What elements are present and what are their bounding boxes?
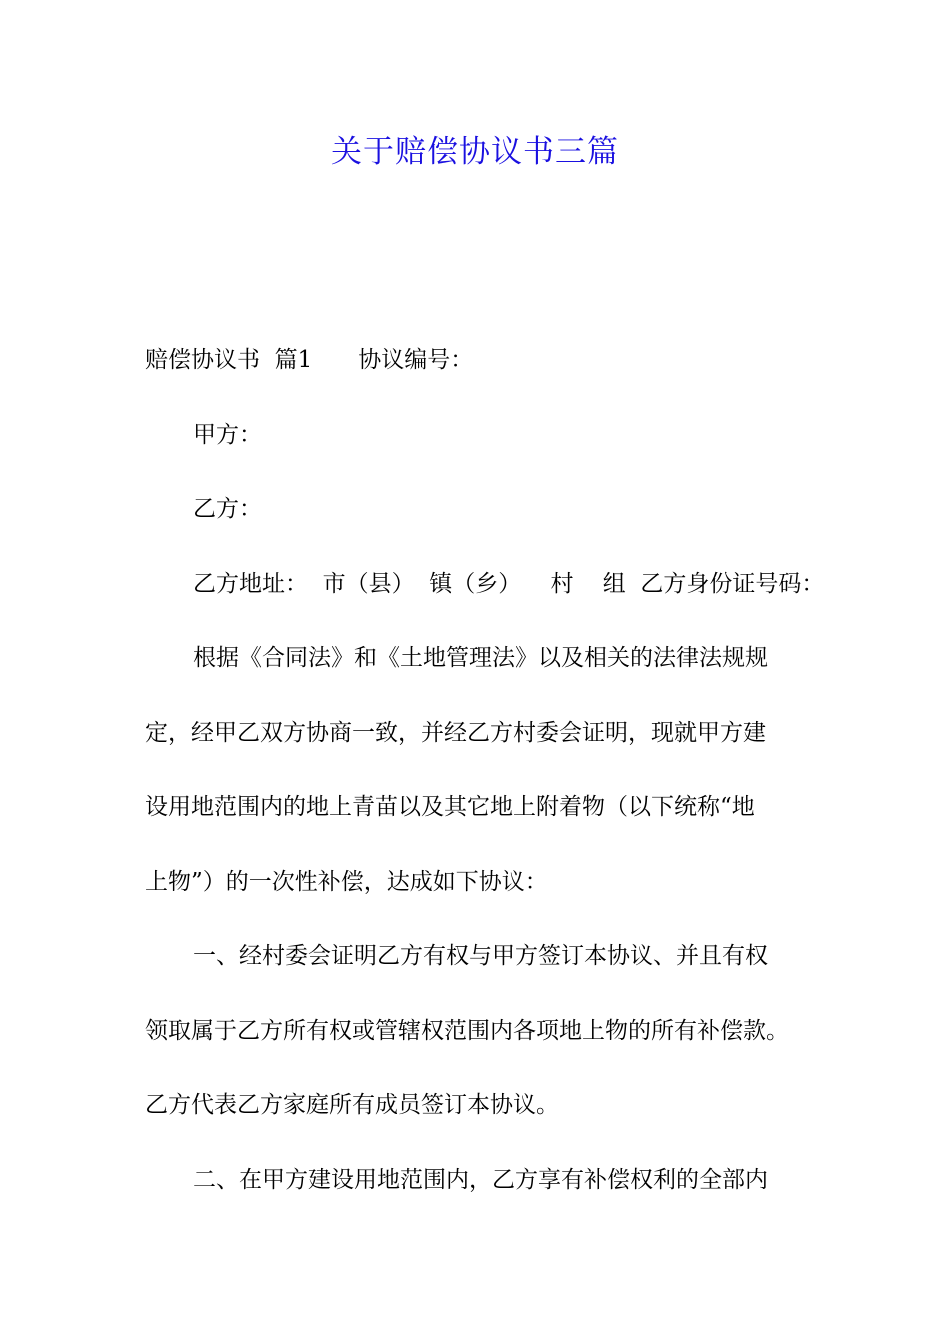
party-a-line: 甲方： xyxy=(193,421,262,448)
paragraph-line: 定，经甲乙双方协商一致，并经乙方村委会证明，现就甲方建 xyxy=(145,719,766,746)
paragraph-line: 根据《合同法》和《土地管理法》以及相关的法律法规规 xyxy=(193,645,768,671)
party-b-address-line: 乙方地址： 市（县） 镇（乡） 村 组 乙方身份证号码： xyxy=(193,570,825,597)
header-line xyxy=(145,338,835,413)
paragraph-line: 设用地范围内的地上青苗以及其它地上附着物（以下统称“地 xyxy=(145,794,755,820)
clause-two-line: 二、在甲方建设用地范围内，乙方享有补偿权利的全部内 xyxy=(193,1166,768,1193)
section-label: 赔偿协议书 篇1 xyxy=(145,347,313,373)
agreement-number-label: 协议编号： xyxy=(358,347,474,373)
document-title: 关于赔偿协议书三篇 xyxy=(331,134,619,170)
document-body xyxy=(145,338,835,1232)
clause-one-line: 领取属于乙方所有权或管辖权范围内各项地上物的所有补偿款。 xyxy=(145,1017,789,1044)
clause-one-line: 乙方代表乙方家庭所有成员签订本协议。 xyxy=(145,1092,559,1118)
paragraph-line: 上物”）的一次性补偿，达成如下协议： xyxy=(145,868,548,895)
party-b-line: 乙方： xyxy=(193,496,262,522)
clause-one-line: 一、经村委会证明乙方有权与甲方签订本协议、并且有权 xyxy=(193,943,768,969)
